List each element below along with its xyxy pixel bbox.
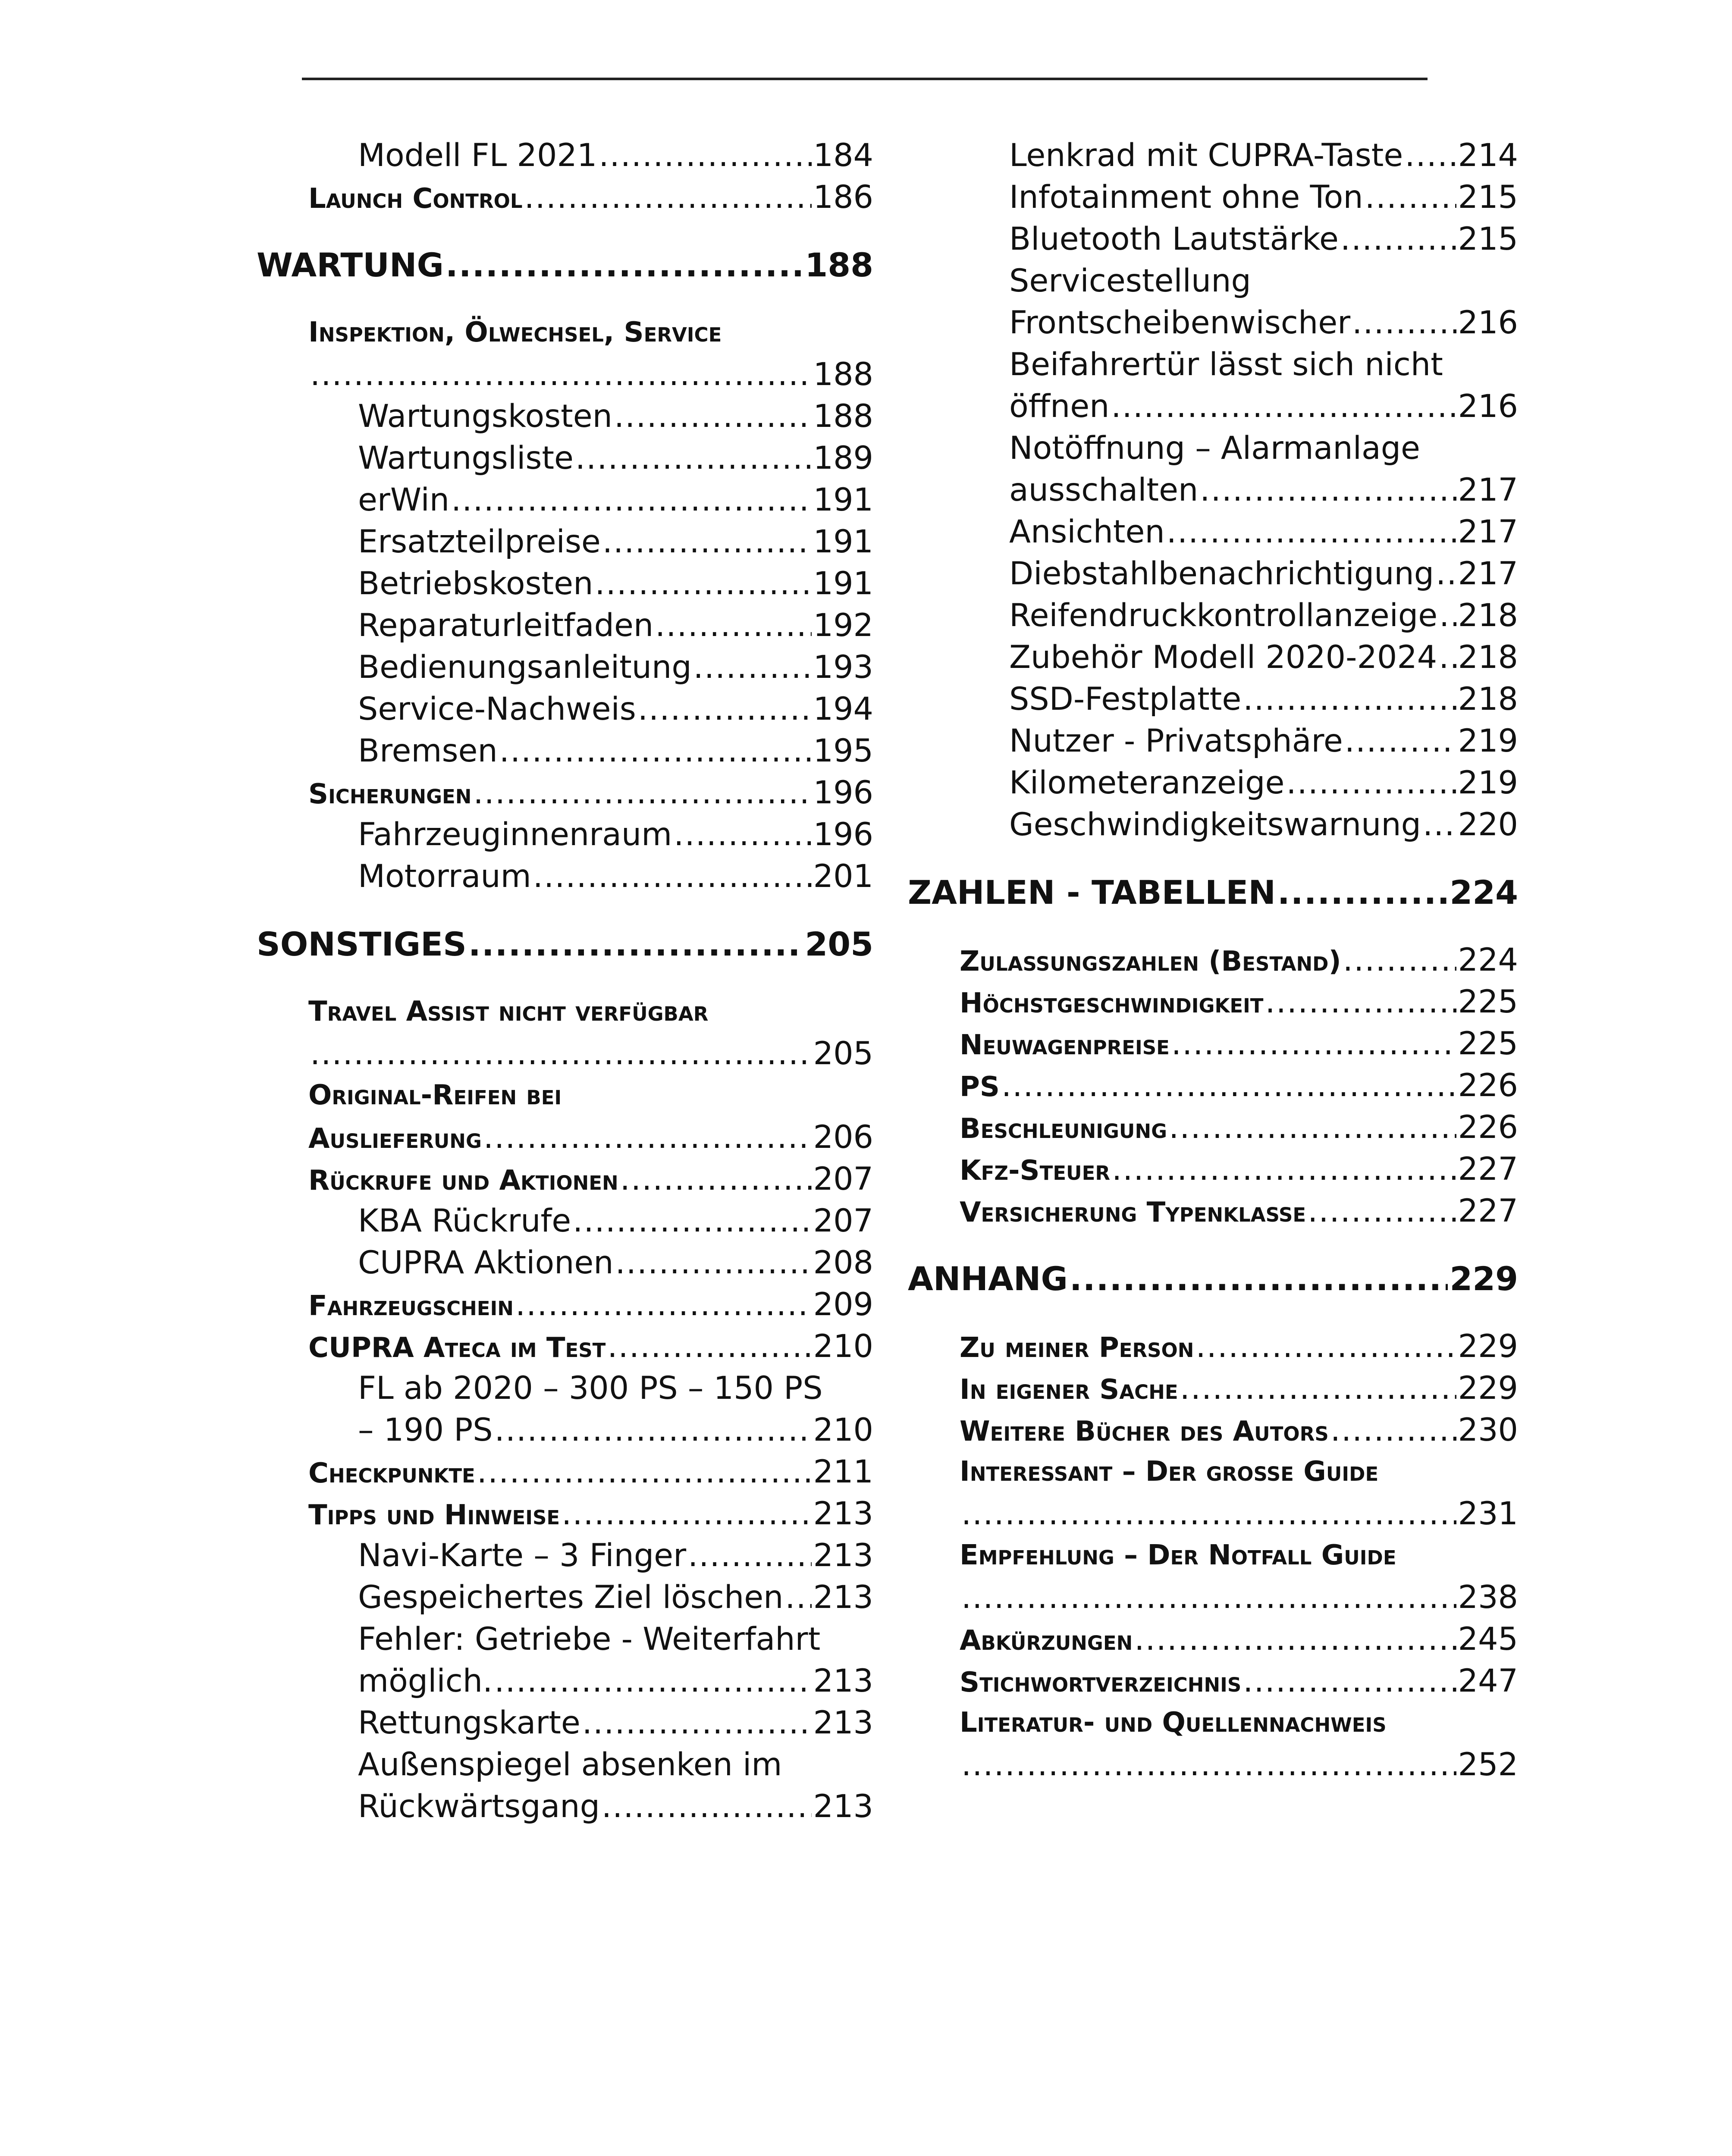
toc-dot-leader [499, 730, 812, 772]
toc-dot-leader [615, 1242, 812, 1284]
toc-entry-title-cont: Frontscheibenwischer [1009, 304, 1351, 341]
toc-page-number: 196 [813, 816, 873, 853]
toc-entry[interactable] [257, 1200, 873, 1242]
toc-dot-leader [1171, 1023, 1456, 1065]
toc-entry-title: CUPRA Aktionen [358, 1244, 614, 1281]
toc-page-number: 247 [1458, 1663, 1518, 1699]
toc-entry-title: Wartungskosten [358, 398, 612, 435]
toc-entry[interactable] [908, 1258, 1518, 1300]
toc-page-number: 194 [813, 691, 873, 727]
toc-entry[interactable] [908, 720, 1518, 762]
toc-dot-leader [1330, 1409, 1456, 1451]
toc-dot-leader [310, 354, 812, 395]
toc-entry-title: Zubehör Modell 2020-2024 [1009, 639, 1437, 676]
toc-entry-title: Ersatzteilpreise [358, 523, 601, 560]
toc-page-number: 191 [813, 482, 873, 518]
toc-dot-leader [655, 605, 812, 646]
toc-entry[interactable] [908, 344, 1518, 427]
toc-page-number: 217 [1458, 555, 1518, 592]
toc-page-number: 226 [1458, 1067, 1518, 1104]
toc-entry-title-cont: ausschalten [1009, 472, 1199, 508]
toc-entry[interactable] [908, 939, 1518, 981]
toc-dot-leader [785, 1576, 811, 1618]
toc-entry[interactable] [908, 678, 1518, 720]
toc-page-number: 230 [1458, 1412, 1518, 1448]
toc-entry[interactable] [257, 437, 873, 479]
toc-page-number: 201 [813, 858, 873, 895]
toc-entry[interactable] [257, 1242, 873, 1284]
toc-entry[interactable] [908, 218, 1518, 260]
toc-entry-title-cont: möglich. [358, 1663, 493, 1699]
toc-entry[interactable] [908, 427, 1518, 511]
toc-entry[interactable] [257, 395, 873, 437]
toc-page-number: 229 [1450, 1260, 1518, 1298]
toc-entry[interactable] [908, 1535, 1518, 1618]
toc-page-number: 215 [1458, 179, 1518, 216]
toc-dot-leader [1277, 871, 1448, 913]
toc-entry[interactable] [908, 636, 1518, 678]
toc-entry[interactable] [257, 688, 873, 730]
toc-entry[interactable] [257, 1367, 873, 1451]
toc-page-number: 224 [1458, 942, 1518, 978]
toc-entry-title: Travel Assist nicht verfügbar [308, 996, 709, 1028]
toc-entry-title: Launch Control [308, 183, 523, 215]
toc-page-number: 192 [813, 607, 873, 644]
toc-entry-title: Fahrzeugschein [308, 1290, 514, 1322]
toc-page-number: 191 [813, 523, 873, 560]
toc-entry[interactable] [257, 1075, 873, 1158]
header-rule [302, 78, 1428, 80]
toc-dot-leader [1345, 720, 1456, 762]
toc-page-number: 217 [1458, 514, 1518, 550]
toc-dot-leader [1180, 1367, 1456, 1409]
toc-page-number: 225 [1458, 1025, 1518, 1062]
toc-page-number: 213 [813, 1579, 873, 1616]
toc-entry-title: WARTUNG [257, 246, 444, 284]
toc-entry-title: Bedienungsanleitung [358, 649, 692, 686]
toc-entry-title: Sicherungen [308, 778, 472, 810]
toc-entry-title-cont: öffnen [1009, 388, 1110, 425]
toc-page-number: 188 [813, 398, 873, 435]
toc-entry[interactable] [908, 1106, 1518, 1148]
toc-entry-title: Geschwindigkeitswarnung [1009, 806, 1421, 843]
toc-dot-leader [1343, 939, 1456, 981]
toc-page-number: 211 [813, 1454, 873, 1490]
toc-page-number: 207 [813, 1203, 873, 1239]
toc-entry-title: Service-Nachweis [358, 691, 636, 727]
toc-page-number: 206 [813, 1119, 873, 1156]
toc-entry[interactable] [257, 1744, 873, 1827]
toc-left-column [257, 135, 873, 1827]
toc-dot-leader [582, 1702, 812, 1744]
toc-dot-leader [607, 1326, 811, 1367]
toc-page-number: 208 [813, 1244, 873, 1281]
toc-entry[interactable] [257, 312, 873, 395]
toc-entry-title-cont: – 190 PS [358, 1412, 493, 1448]
toc-entry[interactable] [257, 1618, 873, 1702]
toc-entry-title: Bluetooth Lautstärke [1009, 221, 1339, 257]
toc-page-number: 224 [1450, 873, 1518, 912]
toc-entry-title: Zulassungszahlen (Bestand) [960, 946, 1341, 978]
toc-page-number: 196 [813, 774, 873, 811]
toc-dot-leader [575, 437, 812, 479]
toc-dot-leader [524, 176, 812, 218]
toc-entry-title: Wartungsliste [358, 440, 574, 476]
toc-page-number: 229 [1458, 1370, 1518, 1407]
toc-page-number: 216 [1458, 388, 1518, 425]
toc-entry[interactable] [257, 135, 873, 176]
toc-dot-leader [468, 923, 803, 965]
toc-entry[interactable] [257, 1326, 873, 1367]
toc-dot-leader [961, 1576, 1456, 1618]
toc-entry-title: Reifendruckkontrollanzeige [1009, 597, 1438, 634]
toc-entry[interactable] [908, 135, 1518, 176]
toc-page-number: 210 [813, 1412, 873, 1448]
toc-entry-title: Rettungskarte [358, 1705, 580, 1741]
toc-dot-leader [1200, 469, 1456, 511]
toc-entry-title: Tipps und Hinweise [308, 1499, 560, 1531]
toc-dot-leader [1111, 385, 1456, 427]
toc-page-number: 207 [813, 1161, 873, 1197]
toc-entry-title: Ansichten [1009, 514, 1165, 550]
toc-entry-title: Interessant – Der große Guide [960, 1456, 1379, 1488]
toc-entry[interactable] [908, 981, 1518, 1023]
toc-page-number: 238 [1458, 1579, 1518, 1616]
toc-entry-title: Fehler: Getriebe - Weiterfahrt [358, 1621, 821, 1658]
toc-dot-leader [473, 772, 811, 814]
toc-entry-title: Beschleunigung [960, 1113, 1167, 1145]
toc-entry-title: Lenkrad mit CUPRA-Taste [1009, 137, 1403, 174]
toc-dot-leader [1439, 595, 1456, 636]
toc-dot-leader [1423, 804, 1456, 846]
toc-entry[interactable] [908, 260, 1518, 344]
toc-entry-title: Literatur- und Quellennachweis [960, 1707, 1387, 1739]
toc-entry-title: Weitere Bücher des Autors [960, 1416, 1329, 1448]
toc-entry-title: Zu meiner Person [960, 1332, 1194, 1364]
toc-dot-leader [1243, 678, 1456, 720]
toc-entry-title: Höchstgeschwindigkeit [960, 987, 1264, 1019]
toc-entry[interactable] [908, 871, 1518, 913]
toc-dot-leader [595, 563, 811, 605]
toc-dot-leader [1436, 553, 1456, 595]
toc-entry[interactable] [908, 595, 1518, 636]
toc-entry-title: Bremsen [358, 733, 498, 769]
toc-entry-title: Versicherung Typenklasse [960, 1197, 1306, 1228]
toc-page-number: 213 [813, 1705, 873, 1741]
toc-dot-leader [1243, 1660, 1456, 1702]
toc-entry[interactable] [257, 646, 873, 688]
toc-page-number: 225 [1458, 984, 1518, 1020]
toc-entry[interactable] [908, 762, 1518, 804]
toc-dot-leader [310, 1033, 812, 1075]
toc-dot-leader [1167, 511, 1456, 553]
toc-dot-leader [961, 1493, 1456, 1535]
toc-dot-leader [1286, 762, 1456, 804]
toc-entry-title: FL ab 2020 – 300 PS – 150 PS [358, 1370, 823, 1407]
toc-entry-title: Nutzer - Privatsphäre [1009, 723, 1343, 759]
toc-dot-leader [495, 1409, 812, 1451]
toc-dot-leader [1439, 636, 1456, 678]
toc-dot-leader [483, 1116, 812, 1158]
toc-entry[interactable] [908, 1409, 1518, 1451]
toc-page-number: 213 [813, 1537, 873, 1574]
toc-entry-title: Rückrufe und Aktionen [308, 1165, 618, 1197]
toc-page-number: 195 [813, 733, 873, 769]
toc-dot-leader [1405, 135, 1456, 176]
toc-entry-title: Kilometeranzeige [1009, 765, 1285, 801]
toc-dot-leader [533, 856, 812, 897]
toc-entry-title: Empfehlung – Der Notfall Guide [960, 1539, 1396, 1571]
toc-entry[interactable] [908, 1702, 1518, 1786]
toc-page-number: 213 [813, 1788, 873, 1825]
toc-page-number: 218 [1458, 639, 1518, 676]
toc-entry[interactable] [257, 1576, 873, 1618]
toc-entry-title: PS [960, 1071, 1000, 1103]
toc-entry-title: Diebstahlbenachrichtigung [1009, 555, 1434, 592]
toc-page-number: 220 [1458, 806, 1518, 843]
toc-entry[interactable] [908, 553, 1518, 595]
toc-entry-title: CUPRA Ateca im Test [308, 1332, 606, 1364]
toc-entry[interactable] [908, 1660, 1518, 1702]
toc-entry[interactable] [908, 1065, 1518, 1106]
toc-dot-leader [638, 688, 812, 730]
toc-entry[interactable] [908, 1367, 1518, 1409]
toc-page-number: 217 [1458, 472, 1518, 508]
toc-dot-leader [451, 479, 812, 521]
toc-entry[interactable] [257, 730, 873, 772]
toc-entry[interactable] [908, 1618, 1518, 1660]
toc-page-number: 227 [1458, 1193, 1518, 1229]
toc-entry-title: erWin [358, 482, 450, 518]
toc-right-column [908, 135, 1518, 1786]
toc-dot-leader [693, 646, 812, 688]
toc-entry-title-cont: Auslieferung [308, 1123, 482, 1155]
toc-page-number: 219 [1458, 765, 1518, 801]
toc-page-number: 193 [813, 649, 873, 686]
toc-entry-title: Kfz-Steuer [960, 1155, 1110, 1187]
toc-entry-title: ZAHLEN - TABELLEN [908, 873, 1276, 912]
toc-dot-leader [1195, 1326, 1456, 1367]
toc-page-number: 184 [813, 137, 873, 174]
toc-entry[interactable] [257, 1535, 873, 1576]
toc-page-number: 188 [805, 246, 873, 284]
toc-entry[interactable] [257, 772, 873, 814]
toc-dot-leader [1001, 1065, 1456, 1106]
toc-entry[interactable] [257, 1702, 873, 1744]
toc-entry[interactable] [908, 1148, 1518, 1190]
toc-entry-title: Original-Reifen bei [308, 1079, 562, 1111]
toc-page-number: 245 [1458, 1621, 1518, 1658]
toc-dot-leader [494, 1660, 811, 1702]
toc-entry[interactable] [257, 563, 873, 605]
toc-dot-leader [1352, 302, 1456, 344]
toc-page-number: 191 [813, 565, 873, 602]
toc-page-number: 252 [1458, 1746, 1518, 1783]
toc-entry[interactable] [908, 804, 1518, 846]
toc-dot-leader [1134, 1618, 1456, 1660]
toc-dot-leader [1169, 1106, 1456, 1148]
toc-entry-title: In eigener Sache [960, 1374, 1178, 1406]
toc-entry-title: KBA Rückrufe [358, 1203, 571, 1239]
toc-entry[interactable] [257, 1493, 873, 1535]
toc-entry-title: Neuwagenpreise [960, 1029, 1170, 1061]
toc-page-number: 229 [1458, 1328, 1518, 1365]
toc-entry[interactable] [257, 605, 873, 646]
toc-dot-leader [602, 1786, 812, 1827]
toc-dot-leader [620, 1158, 812, 1200]
toc-entry-title: Außenspiegel absenken im [358, 1746, 782, 1783]
toc-entry-title: Stichwortverzeichnis [960, 1667, 1242, 1698]
toc-entry[interactable] [257, 479, 873, 521]
toc-dot-leader [573, 1200, 812, 1242]
toc-page-number: 213 [813, 1663, 873, 1699]
toc-page-number: 219 [1458, 723, 1518, 759]
toc-dot-leader [688, 1535, 812, 1576]
toc-entry-title: SSD-Festplatte [1009, 681, 1242, 718]
toc-page-number: 226 [1458, 1109, 1518, 1146]
toc-dot-leader [562, 1493, 812, 1535]
toc-entry[interactable] [908, 176, 1518, 218]
toc-entry-title: Betriebskosten [358, 565, 593, 602]
toc-page-number: 189 [813, 440, 873, 476]
toc-entry-title-cont: Rückwärtsgang [358, 1788, 600, 1825]
toc-page-number: 218 [1458, 597, 1518, 634]
toc-entry-title: SONSTIGES [257, 925, 467, 963]
toc-entry-title: Gespeichertes Ziel löschen [358, 1579, 784, 1616]
toc-page-number: 210 [813, 1328, 873, 1365]
toc-entry[interactable] [257, 856, 873, 897]
toc-dot-leader [515, 1284, 812, 1326]
toc-page-number: 213 [813, 1495, 873, 1532]
toc-dot-leader [1265, 981, 1456, 1023]
toc-entry-title: Reparaturleitfaden [358, 607, 654, 644]
toc-entry[interactable] [908, 1190, 1518, 1232]
toc-dot-leader [674, 814, 811, 856]
toc-entry[interactable] [257, 521, 873, 563]
toc-entry[interactable] [908, 511, 1518, 553]
toc-entry-title: Inspektion, Ölwechsel, Service [308, 317, 722, 348]
toc-entry-title: Navi-Karte – 3 Finger [358, 1537, 687, 1574]
toc-dot-leader [1340, 218, 1456, 260]
toc-entry[interactable] [257, 1158, 873, 1200]
toc-entry[interactable] [257, 1284, 873, 1326]
toc-entry[interactable] [908, 1023, 1518, 1065]
toc-page-number: 209 [813, 1286, 873, 1323]
toc-entry-title: ANHANG [908, 1260, 1068, 1298]
toc-dot-leader [1308, 1190, 1456, 1232]
toc-dot-leader [446, 244, 803, 286]
toc-page-number: 215 [1458, 221, 1518, 257]
toc-page-number: 186 [813, 179, 873, 216]
toc-entry-title: Motorraum [358, 858, 531, 895]
toc-entry[interactable] [257, 1451, 873, 1493]
toc-entry[interactable] [257, 923, 873, 965]
toc-page-number: 205 [813, 1035, 873, 1072]
toc-page-number: 231 [1458, 1495, 1518, 1532]
toc-entry-title: Checkpunkte [308, 1457, 475, 1489]
toc-dot-leader [1112, 1148, 1456, 1190]
toc-page-number: 214 [1458, 137, 1518, 174]
toc-dot-leader [477, 1451, 812, 1493]
toc-dot-leader [614, 395, 812, 437]
toc-dot-leader [961, 1744, 1456, 1786]
toc-entry[interactable] [908, 1451, 1518, 1535]
toc-page-number: 218 [1458, 681, 1518, 718]
toc-entry[interactable] [257, 991, 873, 1075]
toc-page-number: 216 [1458, 304, 1518, 341]
toc-entry[interactable] [908, 1326, 1518, 1367]
toc-entry-title: Fahrzeuginnenraum [358, 816, 672, 853]
toc-entry-title: Beifahrertür lässt sich nicht [1009, 346, 1443, 383]
toc-entry[interactable] [257, 814, 873, 856]
toc-dot-leader [1365, 176, 1456, 218]
toc-page-number: 205 [805, 925, 873, 963]
toc-page-number: 227 [1458, 1151, 1518, 1188]
toc-entry-title: Modell FL 2021 [358, 137, 597, 174]
toc-page-number: 188 [813, 356, 873, 393]
toc-entry-title: Abkürzungen [960, 1625, 1133, 1657]
toc-dot-leader [599, 135, 811, 176]
toc-entry-title: Servicestellung [1009, 263, 1251, 299]
toc-entry[interactable] [257, 244, 873, 286]
toc-dot-leader [1070, 1258, 1448, 1300]
toc-dot-leader [602, 521, 812, 563]
toc-entry-title: Notöffnung – Alarmanlage [1009, 430, 1420, 467]
toc-entry-title: Infotainment ohne Ton [1009, 179, 1363, 216]
toc-entry[interactable] [257, 176, 873, 218]
